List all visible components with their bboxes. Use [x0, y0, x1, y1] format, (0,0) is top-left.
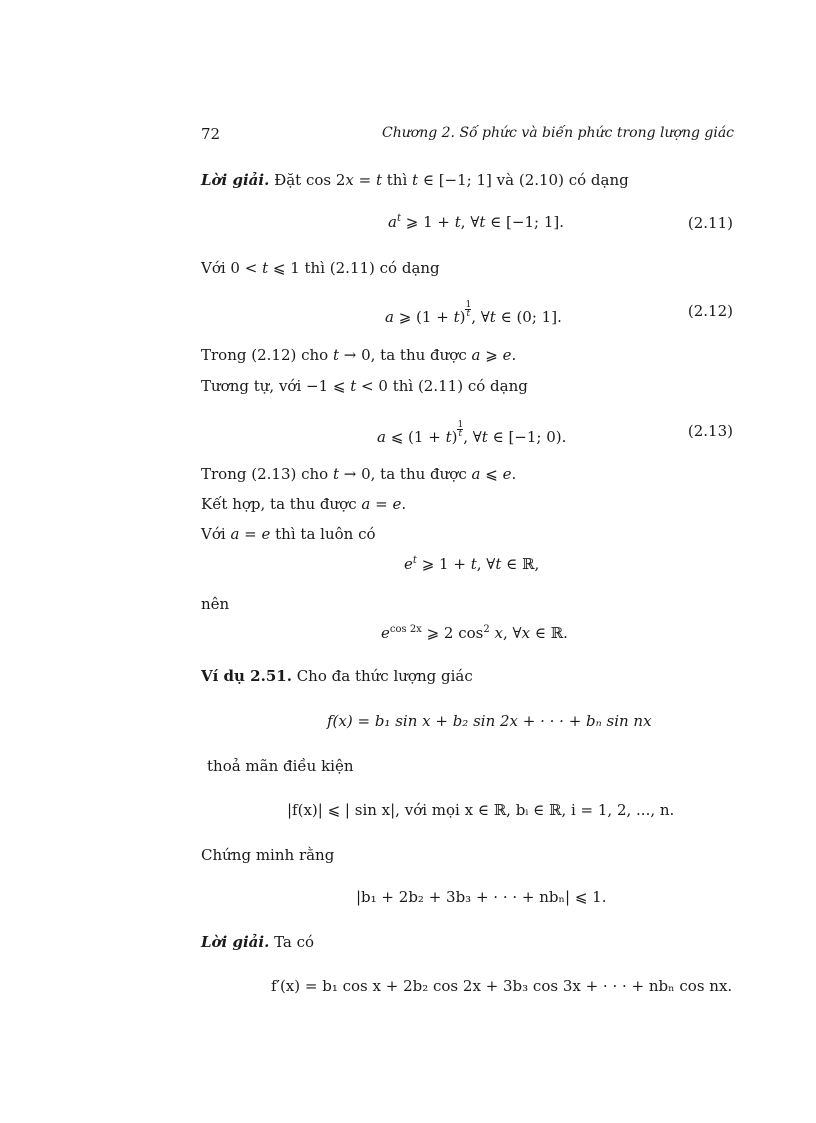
equation-2-12: a ⩾ (1 + t) $\frac{1}{t}$ , ∀t ∈ (0; 1]. — [385, 300, 562, 326]
equation-exp-t: $e^t$ ⩾ 1 + t, ∀t ∈ ℝ, — [404, 555, 540, 573]
text-line: Trong (2.13) cho t → 0, ta thu được a ⩽ e. — [201, 465, 517, 483]
text-line: thoả mãn điều kiện — [207, 757, 354, 775]
text-line: Kết hợp, ta thu được a = e. — [201, 495, 407, 513]
page-number: 72 — [201, 125, 221, 143]
text-line: Với 0 < t ⩽ 1 thì (2.11) có dạng — [201, 259, 440, 277]
equation-number: (2.13) — [687, 422, 733, 440]
text-line: Chứng minh rằng — [201, 846, 335, 864]
text-line: Trong (2.12) cho t → 0, ta thu được a ⩾ e. — [201, 346, 517, 364]
solution-intro-line: Lời giải. Ta có — [201, 933, 315, 951]
equation-prove: |b₁ + 2b₂ + 3b₃ + · · · + nbₙ| ⩽ 1. — [356, 888, 607, 906]
running-header: Chương 2. Số phức và biến phức trong lượng giác — [382, 125, 734, 141]
fraction: $\frac{1}{t}$ — [457, 420, 464, 439]
fraction: $\frac{1}{t}$ — [465, 300, 472, 319]
equation-fx: f(x) = b₁ sin x + b₂ sin 2x + · · · + bₙ sin nx — [327, 712, 652, 730]
solution-intro-line: Lời giải. Đặt cos 2x = t thì t ∈ [−1; 1] và (2.10) có dạng — [201, 171, 629, 189]
example-heading: Ví dụ 2.51. Cho đa thức lượng giác — [201, 667, 473, 685]
equation-fprime: f′(x) = b₁ cos x + 2b₂ cos 2x + 3b₃ cos 3x + · · · + nbₙ cos nx. — [271, 977, 733, 995]
solution-label: Lời giải. — [201, 171, 270, 189]
equation-2-13: a ⩽ (1 + t) $\frac{1}{t}$ , ∀t ∈ [−1; 0). — [377, 420, 567, 446]
example-label: Ví dụ 2.51. — [201, 667, 292, 685]
text-line: nên — [201, 595, 230, 613]
solution-label: Lời giải. — [201, 933, 270, 951]
equation-exp-cos: $e^{cos 2x}$ ⩾ 2 $\cos^2 x$, ∀x ∈ ℝ. — [381, 624, 568, 642]
equation-number: (2.11) — [687, 214, 733, 232]
equation-number: (2.12) — [687, 302, 733, 320]
text-line: Với a = e thì ta luôn có — [201, 525, 376, 543]
equation-2-11: $a^t$ ⩾ 1 + t, ∀t ∈ [−1; 1]. — [388, 213, 564, 231]
equation-condition: |f(x)| ⩽ | sin x|, với mọi x ∈ ℝ, bᵢ ∈ ℝ, i = 1, 2, ..., n. — [287, 801, 675, 819]
text-line: Tương tự, với −1 ⩽ t < 0 thì (2.11) có dạng — [201, 377, 528, 395]
